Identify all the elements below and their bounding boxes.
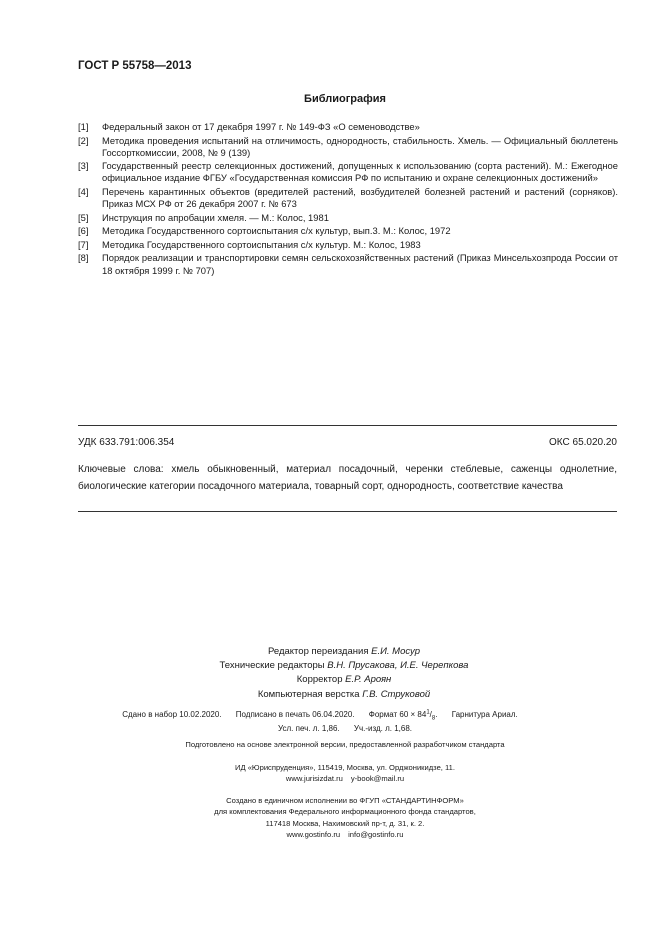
list-item (78, 135, 618, 159)
divider-bottom (78, 511, 617, 512)
list-item (78, 121, 618, 133)
publisher-contacts (0, 773, 661, 784)
printer-email-link[interactable]: info@gostinfo.ru (348, 830, 404, 840)
bibliography-title: Библиография (304, 93, 386, 105)
list-item (78, 186, 618, 210)
corrector-line (0, 673, 661, 687)
reference-text: Методика Государственного сортоиспытания с/х культур. М.: Колос, 1983 (102, 238, 421, 250)
layout-name: Г.В. Струковой (362, 688, 431, 700)
paper-format: Формат $60 \times 84^1/_8$. (368, 709, 438, 722)
reference-text: Федеральный закон от 17 декабря 1997 г. № 149-ФЗ «О семеноводстве» (102, 121, 420, 132)
bibliography-list (78, 121, 618, 278)
list-item (78, 252, 618, 276)
printer-site-link[interactable]: www.gostinfo.ru (286, 830, 341, 840)
publisher-site-link[interactable]: www.jurisizdat.ru (285, 774, 343, 784)
signed-date: Подписано в печать 06.04.2020. (235, 709, 355, 719)
typeface: Гарнитура Ариал. (451, 709, 518, 719)
tech-editors-names: В.Н. Прусакова, И.Е. Черепкова (327, 660, 469, 672)
format-numerator: 1 (426, 709, 430, 715)
printer-line3: 117418 Москва, Нахимовский пр-т, д. 31, к. 2. (265, 818, 425, 828)
printer-line1: Создано в единичном исполнении во ФГУП «СТАНДАРТИНФОРМ» (226, 796, 464, 805)
printer-contacts (0, 829, 661, 840)
oks-code: ОКС 65.020.20 (549, 437, 617, 448)
editor-name: Е.И. Мосур (371, 646, 421, 657)
reference-number: [2] (78, 134, 89, 146)
publisher-sheets: Уч.-изд. л. 1,68. (353, 724, 413, 733)
printer-block (0, 795, 661, 841)
reference-number: [4] (78, 185, 89, 197)
publisher-block (0, 762, 661, 785)
publisher-address: ИД «Юриспруденция», 115419, Москва, ул. Орджоникидзе, 11. (234, 763, 456, 772)
reference-number: [8] (78, 252, 89, 264)
corrector-name: Е.Р. Ароян (345, 674, 392, 686)
printer-line2: для комплектования Федерального информационного фонда стандартов, (214, 807, 476, 817)
reference-text: Методика Государственного сортоиспытания с/х культур, вып.3. М.: Колос, 1972 (102, 225, 451, 237)
divider-top (78, 425, 617, 426)
reference-text: Инструкция по апробации хмеля. — М.: Колос, 1981 (102, 211, 329, 223)
credits-block (0, 645, 661, 702)
tech-editors-line (0, 659, 661, 673)
keywords-paragraph: Ключевые слова: хмель обыкновенный, материал посадочный, черенки стеблевые, саженцы однолетние, биологические категории посадочного материала, товарный сорт, однородность, соответствие качества (78, 464, 617, 492)
reference-text: Государственный реестр селекционных достижений, допущенных к использованию (сорта растений). М.: Ежегодное официальное издание ФГБУ «Государственная комиссия РФ по испытанию и охране селекционных достижений» (102, 160, 618, 184)
publication-details-line2 (0, 724, 661, 733)
list-item (78, 212, 618, 224)
list-item (78, 160, 618, 184)
reference-number: [3] (78, 160, 89, 172)
sent-date: Сдано в набор 10.02.2020. (122, 709, 222, 719)
reference-text: Методика проведения испытаний на отличимость, однородность, стабильность. Хмель. — Официальный бюллетень Госсорткомиссии, 2008, № 9 (139) (102, 134, 618, 158)
format-denominator: 8 (431, 715, 436, 722)
list-item (78, 225, 618, 237)
reference-text: Порядок реализации и транспортировки семян сельскохозяйственных растений (Приказ Минсельхозпрода России от 18 октября 1999 г. № 707) (102, 252, 618, 276)
reference-number: [7] (78, 238, 89, 250)
layout-line (0, 688, 661, 702)
reference-text: Перечень карантинных объектов (вредителей растений, возбудителей болезней растений и растений (сорняков). Приказ МСХ РФ от 26 декабря 2007 г. № 673 (102, 185, 618, 210)
document-code: ГОСТ Р 55758—2013 (78, 60, 192, 72)
layout-label: Компьютерная верстка (257, 688, 360, 700)
format-prefix: Формат 60 × 84 (368, 709, 427, 719)
prepared-note: Подготовлено на основе электронной версии, предоставленной разработчиком стандарта (185, 740, 505, 749)
reference-number: [5] (78, 211, 89, 223)
publication-details-line1 (0, 709, 640, 721)
list-item (78, 239, 618, 251)
reference-number: [6] (78, 225, 89, 237)
print-sheets: Усл. печ. л. 1,86. (277, 724, 340, 733)
udk-code: УДК 633.791:006.354 (78, 437, 175, 448)
publisher-email-link[interactable]: y-book@mail.ru (350, 774, 405, 784)
reference-number: [1] (78, 121, 89, 132)
tech-editors-label: Технические редакторы (219, 660, 325, 672)
corrector-label: Корректор (296, 674, 343, 686)
editor-line (0, 645, 661, 659)
editor-label: Редактор переиздания (267, 646, 369, 657)
